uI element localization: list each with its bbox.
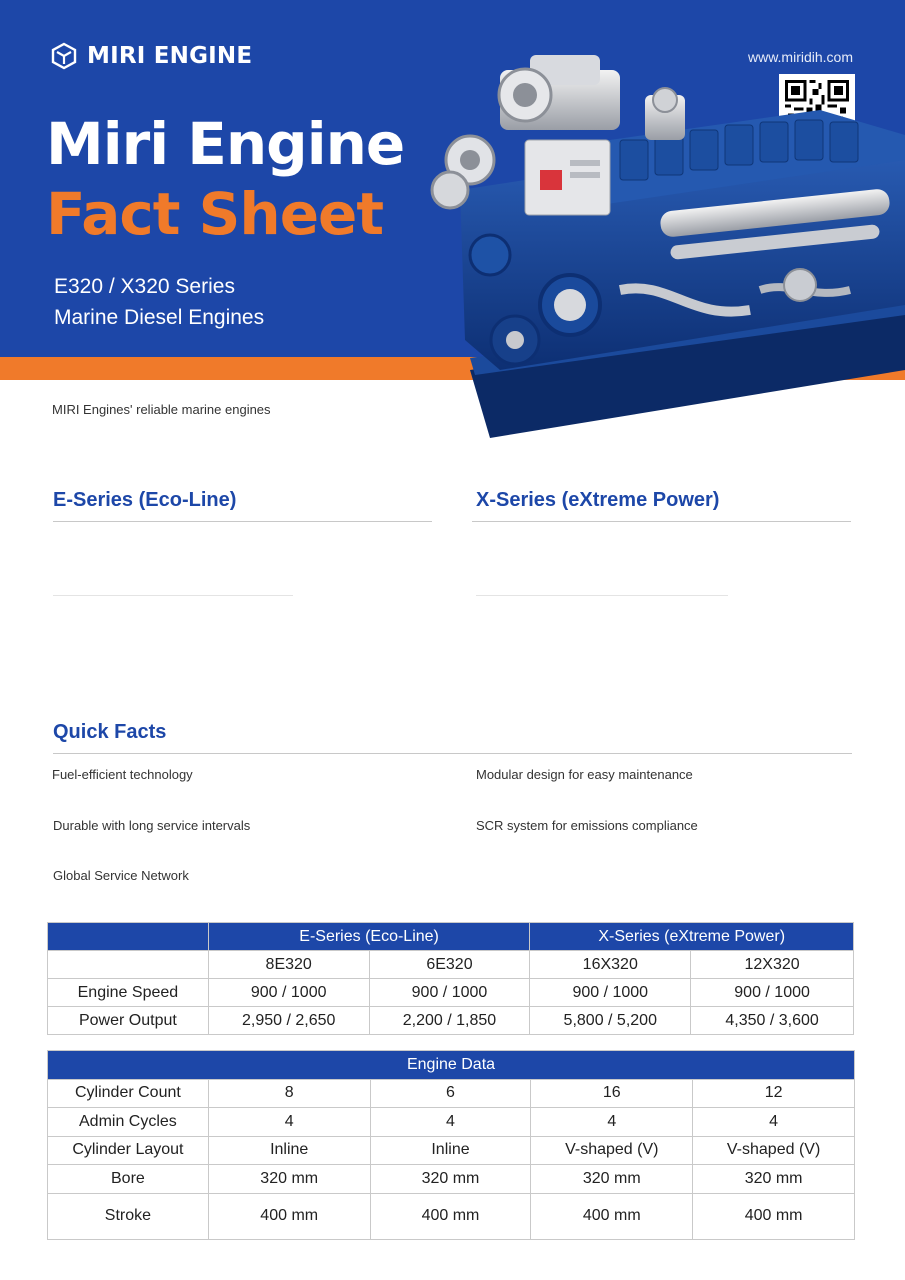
table-header-row [48,1051,855,1080]
subtitle-series: E320 / X320 Series [54,275,235,298]
table-corner-cell [48,923,209,951]
row-label: Cylinder Layout [48,1136,209,1165]
x-series-group-header: X-Series (eXtreme Power) [530,923,854,951]
table-cell: 6 [370,1079,531,1108]
table-row [48,1193,855,1239]
quick-facts-heading: Quick Facts [53,721,167,743]
table-cell: 12 [693,1079,855,1108]
x-series-rule [472,521,851,522]
subtitle-type: Marine Diesel Engines [54,306,265,329]
table-cell: 320 mm [531,1165,693,1194]
engine-illustration [430,40,905,440]
table-cell: 5,800 / 5,200 [530,1007,691,1035]
e-series-divider [53,595,293,596]
table-cell: 320 mm [693,1165,855,1194]
table-cell: 900 / 1000 [208,979,369,1007]
table-cell: 4 [693,1108,855,1137]
table-cell: 900 / 1000 [530,979,691,1007]
row-label: Engine Speed [48,979,209,1007]
table-row [48,1108,855,1137]
hexagon-logo-icon [51,42,77,70]
e-series-heading: E-Series (Eco-Line) [53,489,237,511]
table-cell: V-shaped (V) [693,1136,855,1165]
row-label: Cylinder Count [48,1079,209,1108]
table-cell: 320 mm [208,1165,370,1194]
table-cell: 4 [531,1108,693,1137]
table-cell: 400 mm [208,1193,370,1239]
table-cell: Inline [370,1136,531,1165]
quick-fact-item: Fuel-efficient technology [52,767,193,782]
table-cell: 320 mm [370,1165,531,1194]
row-label: Bore [48,1165,209,1194]
x-series-divider [476,595,728,596]
table-row [48,1007,854,1035]
table-cell: 400 mm [370,1193,531,1239]
engine-data-table [47,1050,855,1240]
table-row [48,951,854,979]
tagline: MIRI Engines' reliable marine engines [52,402,271,417]
table-cell: 4,350 / 3,600 [691,1007,854,1035]
spec-table [47,922,854,1035]
table-row [48,1079,855,1108]
model-header: 8E320 [208,951,369,979]
e-series-group-header: E-Series (Eco-Line) [208,923,530,951]
engine-data-header: Engine Data [48,1051,855,1080]
table-cell [48,951,209,979]
quick-facts-rule [53,753,852,754]
brand [51,42,252,70]
quick-fact-item: Global Service Network [53,868,189,883]
table-cell: 4 [208,1108,370,1137]
table-header-row [48,923,854,951]
x-series-heading: X-Series (eXtreme Power) [476,489,720,511]
e-series-rule [53,521,432,522]
table-cell: 8 [208,1079,370,1108]
page-title-accent: Fact Sheet [46,180,384,248]
table-cell: 400 mm [531,1193,693,1239]
website-link[interactable]: www.miridih.com [747,49,853,65]
table-row [48,979,854,1007]
row-label: Power Output [48,1007,209,1035]
page-title: Miri Engine [46,110,405,178]
table-cell: 4 [370,1108,531,1137]
table-cell: Inline [208,1136,370,1165]
table-cell: 2,200 / 1,850 [369,1007,530,1035]
table-cell: V-shaped (V) [531,1136,693,1165]
table-cell: 2,950 / 2,650 [208,1007,369,1035]
table-cell: 900 / 1000 [691,979,854,1007]
table-cell: 16 [531,1079,693,1108]
table-cell: 900 / 1000 [369,979,530,1007]
model-header: 6E320 [369,951,530,979]
model-header: 12X320 [691,951,854,979]
table-cell: 400 mm [693,1193,855,1239]
row-label: Stroke [48,1193,209,1239]
quick-fact-item: Durable with long service intervals [53,818,251,833]
quick-fact-item: Modular design for easy maintenance [476,767,693,782]
brand-name: MIRI ENGINE [87,43,253,69]
model-header: 16X320 [530,951,691,979]
table-row [48,1165,855,1194]
table-row [48,1136,855,1165]
row-label: Admin Cycles [48,1108,209,1137]
quick-fact-item: SCR system for emissions compliance [476,818,698,833]
